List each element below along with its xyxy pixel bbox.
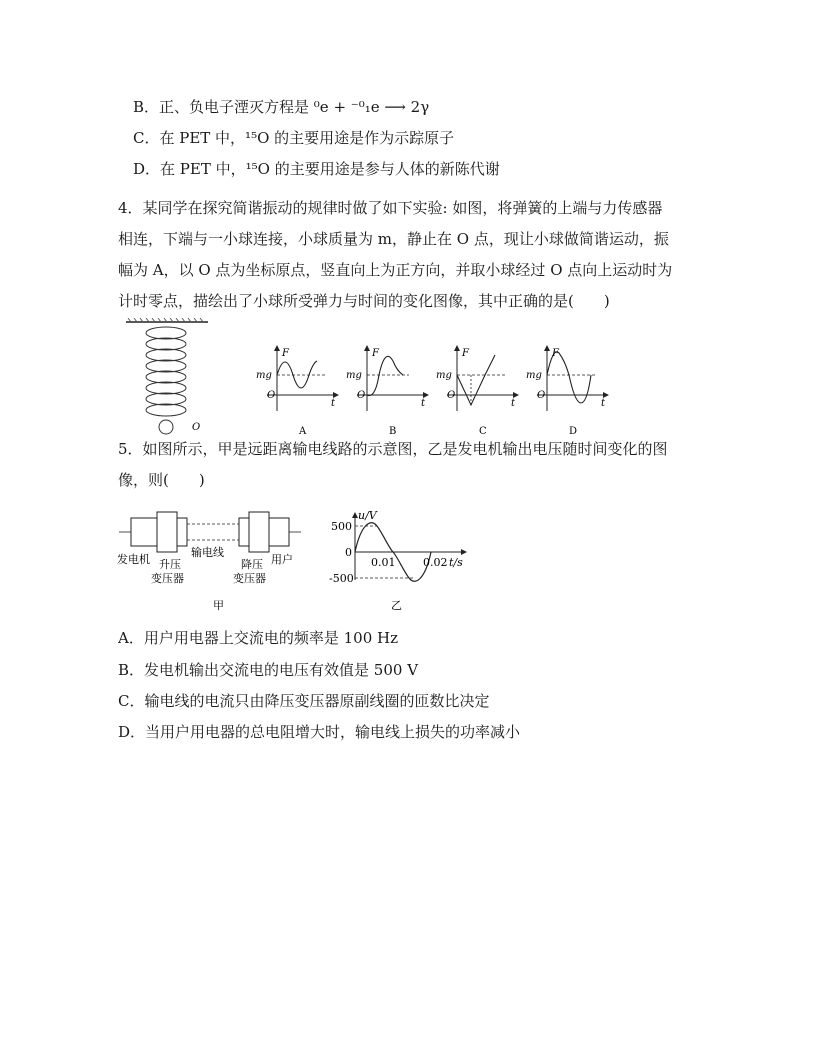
graph-d-y-label: F (552, 348, 559, 359)
graph-b-x-label: t (421, 398, 426, 409)
q4-stem-line-1: 4．某同学在探究简谐振动的规律时做了如下实验: 如图，将弹簧的上端与力传感器 (118, 199, 663, 217)
q5-option-a: A．用户用电器上交流电的频率是 100 Hz (118, 629, 398, 647)
graph-c-mg-label: mg (436, 370, 452, 381)
user-label: 用户 (271, 553, 293, 566)
q3-option-b: B．正、负电子湮灭方程是 ⁰e + ⁻⁰₁e ⟶ 2γ (133, 98, 430, 116)
spring-origin-label: O (192, 422, 201, 433)
q5-option-b: B．发电机输出交流电的电压有效值是 500 V (118, 661, 419, 679)
graph-d (525, 343, 615, 435)
yi-y-bottom: -500 (329, 572, 354, 585)
q4-stem-line-3: 幅为 A，以 O 点为坐标原点，竖直向上为正方向，并取小球经过 O 点向上运动时为 (118, 261, 673, 279)
graph-c-origin-label: O (447, 390, 456, 401)
graph-c (435, 343, 525, 435)
graph-b (345, 343, 435, 435)
graph-d-mg-label: mg (526, 370, 542, 381)
q5-stem-line-2: 像，则( ) (118, 471, 205, 489)
graph-c-caption: C (479, 426, 487, 435)
yi-y-zero: 0 (345, 546, 352, 559)
step-down-label-1: 降压 (241, 558, 263, 571)
graph-a-mg-label: mg (256, 370, 272, 381)
graph-a-origin-label: O (267, 390, 276, 401)
q5-option-c: C．输电线的电流只由降压变压器原副线圈的匝数比决定 (118, 692, 490, 710)
graph-b-caption: B (389, 426, 397, 435)
graph-b-y-label: F (372, 348, 379, 359)
yi-y-label: u/V (358, 509, 377, 522)
yi-x-tick-2: 0.02 (423, 556, 448, 569)
graph-a-y-label: F (282, 348, 289, 359)
q5-stem-line-1: 5．如图所示，甲是远距离输电线路的示意图，乙是发电机输出电压随时间变化的图 (118, 440, 668, 458)
voltage-graph (325, 508, 477, 614)
jia-caption: 甲 (213, 599, 224, 612)
yi-x-label: t/s (449, 556, 463, 569)
graph-a-x-label: t (331, 398, 336, 409)
graph-a (255, 343, 345, 435)
q4-stem-line-4: 计时零点，描绘出了小球所受弹力与时间的变化图像，其中正确的是( ) (118, 292, 610, 310)
spring-figure (120, 318, 215, 436)
generator-label: 发电机 (117, 553, 150, 566)
step-down-label-2: 变压器 (233, 572, 266, 585)
graph-c-x-label: t (511, 398, 516, 409)
graph-b-mg-label: mg (346, 370, 362, 381)
q3-option-d: D．在 PET 中，¹⁵O 的主要用途是参与人体的新陈代谢 (133, 160, 500, 178)
q4-stem-line-2: 相连，下端与一小球连接，小球质量为 m，静止在 O 点，现让小球做简谐运动，振 (118, 230, 669, 248)
graph-d-x-label: t (601, 398, 606, 409)
graph-c-y-label: F (462, 348, 469, 359)
yi-caption: 乙 (391, 599, 402, 612)
graph-b-origin-label: O (357, 390, 366, 401)
graph-d-caption: D (569, 426, 578, 435)
yi-y-top: 500 (331, 520, 352, 533)
step-up-label-1: 升压 (159, 558, 181, 571)
transmission-diagram (115, 508, 305, 614)
graph-d-origin-label: O (537, 390, 546, 401)
yi-x-tick-1: 0.01 (371, 556, 396, 569)
step-up-label-2: 变压器 (151, 572, 184, 585)
graph-a-caption: A (299, 426, 307, 435)
q3-option-c: C．在 PET 中，¹⁵O 的主要用途是作为示踪原子 (133, 129, 455, 147)
q5-option-d: D．当用户用电器的总电阻增大时，输电线上损失的功率减小 (118, 723, 521, 741)
power-line-label: 输电线 (191, 546, 224, 559)
